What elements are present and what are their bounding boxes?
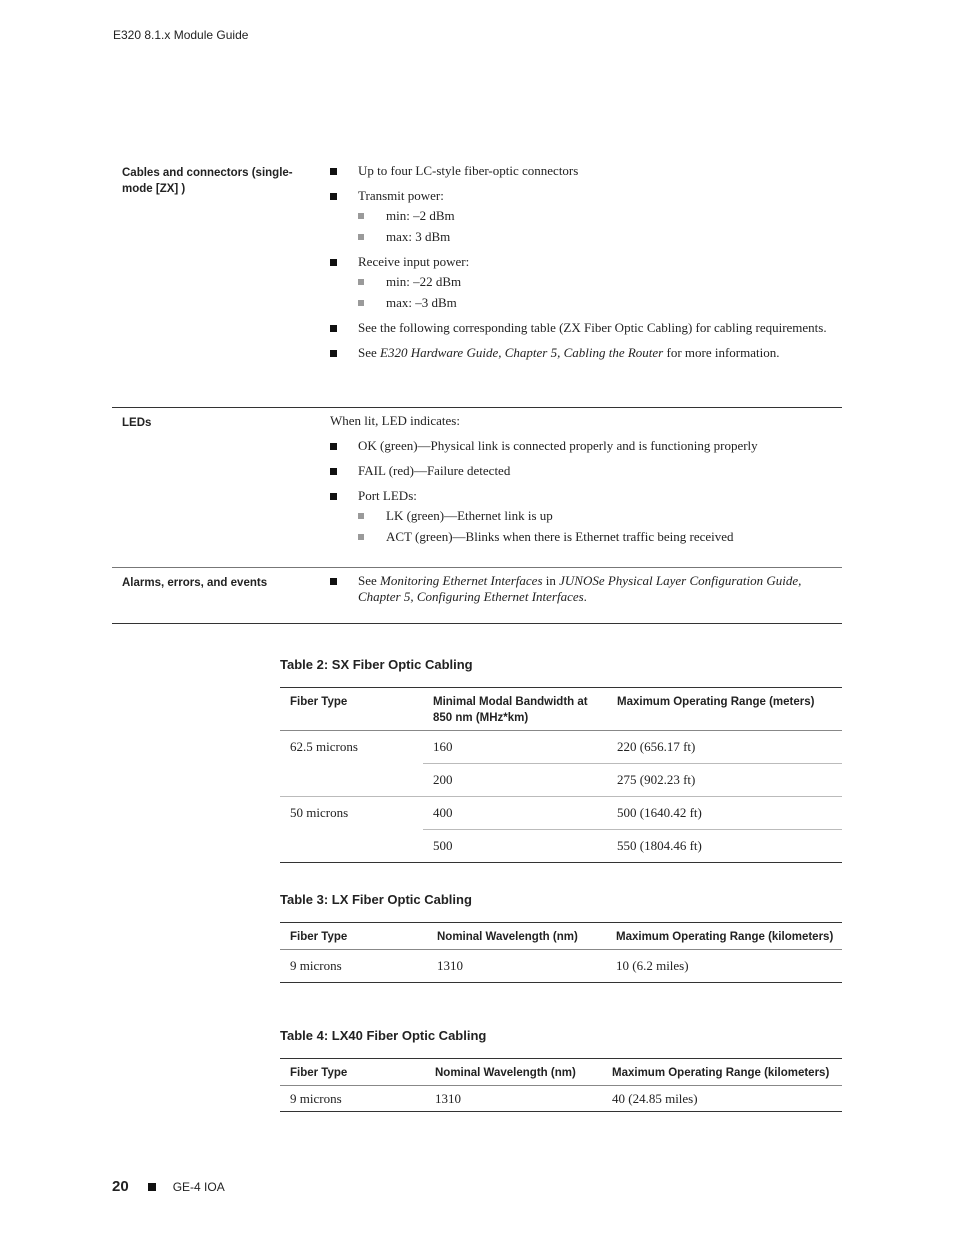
table-row <box>280 797 842 830</box>
port-leds-label: Port LEDs: <box>358 488 417 503</box>
list-item <box>330 488 830 545</box>
column-header: Maximum Operating Range (kilometers) <box>606 923 842 950</box>
list-item <box>330 345 830 361</box>
table-row <box>280 1086 842 1112</box>
leds-intro: When lit, LED indicates: <box>330 413 460 428</box>
table-cell: 160 <box>423 731 607 764</box>
list-item: See the following corresponding table (ZX Fiber Optic Cabling) for cabling requirements. <box>330 320 830 336</box>
sub-list-item: max: 3 dBm <box>358 229 830 245</box>
column-header: Nominal Wavelength (nm) <box>427 923 606 950</box>
row-divider <box>112 407 842 408</box>
list-item: Up to four LC-style fiber-optic connectors <box>330 163 830 179</box>
sub-list-item: LK (green)—Ethernet link is up <box>358 508 830 524</box>
table-cell <box>280 764 423 797</box>
list-item <box>330 188 830 245</box>
see-prefix: See <box>358 573 381 588</box>
spec-body-leds <box>330 413 830 554</box>
table4-caption: Table 4: LX40 Fiber Optic Cabling <box>280 1028 487 1043</box>
table-header-row <box>280 1059 842 1086</box>
table-row <box>280 950 842 983</box>
see-suffix: for more information. <box>663 345 780 360</box>
table-cell: 40 (24.85 miles) <box>602 1086 842 1112</box>
list-item <box>330 254 830 311</box>
spec-body-alarms <box>330 573 830 614</box>
sub-list-item: min: –2 dBm <box>358 208 830 224</box>
list-item <box>330 573 830 605</box>
table-cell: 275 (902.23 ft) <box>607 764 842 797</box>
spec-label-leds: LEDs <box>122 417 152 429</box>
hardware-guide-reference: E320 Hardware Guide, Chapter 5, Cabling the Router <box>380 345 664 360</box>
list-item: OK (green)—Physical link is connected properly and is functioning properly <box>330 438 830 454</box>
table-cell: 200 <box>423 764 607 797</box>
table-cell: 10 (6.2 miles) <box>606 950 842 983</box>
table-cell <box>280 830 423 863</box>
column-header: Fiber Type <box>280 923 427 950</box>
spec-label-alarms: Alarms, errors, and events <box>122 577 268 589</box>
table-cell: 1310 <box>425 1086 602 1112</box>
table3-lx-fiber <box>280 922 842 983</box>
table-header-row <box>280 688 842 731</box>
sub-list-item: min: –22 dBm <box>358 274 830 290</box>
table-bottom-rule <box>112 623 842 624</box>
table4-lx40-fiber <box>280 1058 842 1112</box>
table-cell: 220 (656.17 ft) <box>607 731 842 764</box>
config-guide-reference: JUNOSe Physical Layer Configuration Guide, Chapter 5, Configuring Ethernet Interfaces <box>358 573 802 604</box>
table2-sx-fiber <box>280 687 842 863</box>
reference-end: . <box>583 589 587 604</box>
footer-section: GE-4 IOA <box>172 1179 225 1194</box>
table-row <box>280 764 842 797</box>
see-prefix: See <box>358 345 381 360</box>
table-cell: 50 microns <box>290 805 349 820</box>
list-item: FAIL (red)—Failure detected <box>330 463 830 479</box>
row-divider <box>112 567 842 568</box>
column-header: Maximum Operating Range (meters) <box>607 688 842 731</box>
footer-separator-icon <box>148 1183 156 1191</box>
table-cell: 550 (1804.46 ft) <box>607 830 842 863</box>
reference-connector: in <box>542 573 560 588</box>
column-header: Nominal Wavelength (nm) <box>425 1059 602 1086</box>
sub-list-item: max: –3 dBm <box>358 295 830 311</box>
receive-power-label: Receive input power: <box>358 254 470 269</box>
spec-label-cables: Cables and connectors (single-mode [ZX] ) <box>122 167 293 195</box>
table2-caption: Table 2: SX Fiber Optic Cabling <box>280 657 473 672</box>
table-cell: 400 <box>423 797 607 830</box>
table-cell: 500 <box>423 830 607 863</box>
table-header-row <box>280 923 842 950</box>
table-cell: 9 microns <box>280 950 427 983</box>
column-header: Fiber Type <box>280 688 423 731</box>
column-header: Minimal Modal Bandwidth at 850 nm (MHz*km) <box>423 688 607 731</box>
monitoring-reference: Monitoring Ethernet Interfaces <box>380 573 543 588</box>
sub-list-item: ACT (green)—Blinks when there is Ethernet traffic being received <box>358 529 830 545</box>
table-cell: 9 microns <box>280 1086 425 1112</box>
running-header: E320 8.1.x Module Guide <box>113 28 249 42</box>
page-footer <box>112 1178 225 1195</box>
table-cell: 62.5 microns <box>290 739 358 754</box>
table-cell: 1310 <box>427 950 606 983</box>
spec-body-cables <box>330 163 830 370</box>
table-row <box>280 830 842 863</box>
transmit-power-label: Transmit power: <box>358 188 444 203</box>
page-number: 20 <box>112 1178 129 1195</box>
column-header: Maximum Operating Range (kilometers) <box>602 1059 842 1086</box>
table-cell: 500 (1640.42 ft) <box>607 797 842 830</box>
column-header: Fiber Type <box>280 1059 425 1086</box>
table3-caption: Table 3: LX Fiber Optic Cabling <box>280 892 472 907</box>
table-row <box>280 731 842 764</box>
